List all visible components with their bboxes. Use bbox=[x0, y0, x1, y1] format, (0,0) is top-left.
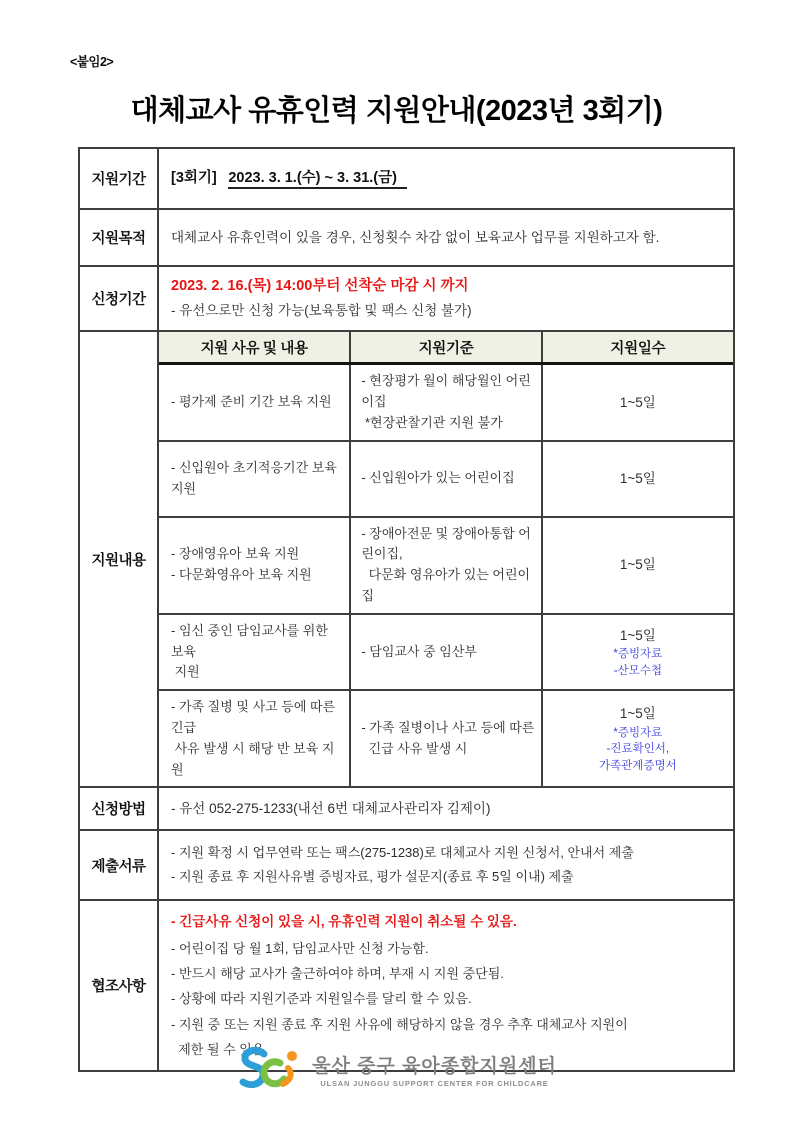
apply-period-cell bbox=[158, 266, 734, 331]
apply-note: - 유선으로만 신청 가능(보육통합 및 팩스 신청 불가) bbox=[171, 303, 472, 319]
cooperation-line: - 상황에 따라 지원기준과 지원일수를 달리 할 수 있음. bbox=[171, 991, 472, 1007]
table-row-content bbox=[79, 331, 734, 788]
documents-cell bbox=[158, 830, 734, 900]
reason-cell bbox=[159, 364, 350, 441]
cooperation-warning: - 긴급사유 신청이 있을 시, 유휴인력 지원이 취소될 수 있음. bbox=[171, 914, 517, 930]
support-content-table bbox=[159, 332, 733, 787]
inner-row-pregnancy bbox=[159, 614, 733, 690]
days-value: 1~5일 bbox=[619, 470, 656, 486]
row-label-method: 신청방법 bbox=[79, 787, 158, 830]
center-logo-icon bbox=[236, 1044, 304, 1094]
days-value: 1~5일 bbox=[619, 557, 656, 573]
info-table bbox=[78, 147, 735, 1072]
reason-line: - 장애영유아 보육 지원 bbox=[171, 546, 300, 562]
evidence-line: -진료확인서, bbox=[606, 743, 670, 756]
days-value: 1~5일 bbox=[619, 627, 656, 643]
row-label-cooperation: 협조사항 bbox=[79, 900, 158, 1071]
criteria-line: - 신입원아가 있는 어린이집 bbox=[361, 470, 515, 486]
footer-org-korean: 울산 중구 육아종합지원센터 bbox=[312, 1055, 557, 1077]
purpose-cell: 대체교사 유휴인력이 있을 경우, 신청횟수 차감 없이 보육교사 업무를 지원하고자 함. bbox=[158, 209, 734, 266]
attachment-label: <붙임2> bbox=[70, 55, 114, 69]
days-value: 1~5일 bbox=[619, 394, 656, 410]
evidence-line: *증빙자료 bbox=[613, 726, 663, 739]
row-label-documents: 제출서류 bbox=[79, 830, 158, 900]
cooperation-line: - 지원 중 또는 지원 종료 후 지원 사유에 해당하지 않을 경우 추후 대체교사 지원이 bbox=[171, 1016, 628, 1032]
evidence-line: *증빙자료 bbox=[613, 648, 663, 661]
criteria-line: 다문화 영유아가 있는 어린이집 bbox=[361, 567, 531, 604]
method-cell: - 유선 052-275-1233(내선 6번 대체교사관리자 김제이) bbox=[158, 787, 734, 830]
days-cell bbox=[542, 517, 733, 614]
days-cell bbox=[542, 364, 733, 441]
cooperation-line: 제한 될 수 있음. bbox=[171, 1042, 269, 1058]
criteria-cell bbox=[350, 441, 541, 517]
days-value: 1~5일 bbox=[619, 706, 656, 722]
days-cell bbox=[542, 690, 733, 786]
reason-line: 지원 bbox=[171, 664, 200, 680]
criteria-line: 긴급 사유 발생 시 bbox=[361, 740, 468, 756]
spacer bbox=[221, 170, 225, 186]
col-header-criteria: 지원기준 bbox=[350, 332, 541, 364]
criteria-line: - 가족 질병이나 사고 등에 따른 bbox=[361, 720, 535, 736]
criteria-cell bbox=[350, 364, 541, 441]
inner-row-evaluation bbox=[159, 364, 733, 441]
table-row-method bbox=[79, 787, 734, 830]
footer-org-english: ULSAN JUNGGU SUPPORT CENTER FOR CHILDCARE bbox=[320, 1078, 549, 1088]
period-date: 2023. 3. 1.(수) ~ 3. 31.(금) bbox=[228, 170, 407, 189]
cooperation-line: - 반드시 해당 교사가 출근하여야 하며, 부재 시 지원 중단됨. bbox=[171, 966, 504, 982]
table-row-documents bbox=[79, 830, 734, 900]
period-cell bbox=[158, 148, 734, 209]
inner-header-row bbox=[159, 332, 733, 364]
table-row-purpose bbox=[79, 209, 734, 266]
criteria-line: *현장관찰기관 지원 불가 bbox=[361, 414, 503, 430]
reason-line: - 가족 질병 및 사고 등에 따른 긴급 bbox=[171, 699, 339, 736]
table-row-apply-period bbox=[79, 266, 734, 331]
inner-row-disability bbox=[159, 517, 733, 614]
table-row-period bbox=[79, 148, 734, 209]
reason-line: - 신입원아 초기적응기간 보육 지원 bbox=[171, 459, 341, 496]
content-cell bbox=[158, 331, 734, 788]
col-header-days: 지원일수 bbox=[542, 332, 733, 364]
row-label-period: 지원기간 bbox=[79, 148, 158, 209]
row-label-purpose: 지원목적 bbox=[79, 209, 158, 266]
reason-cell bbox=[159, 690, 350, 786]
criteria-line: - 현장평가 월이 해당월인 어린이집 bbox=[361, 373, 531, 410]
evidence-line: -산모수첩 bbox=[613, 664, 662, 677]
footer bbox=[0, 1044, 793, 1094]
reason-cell bbox=[159, 441, 350, 517]
documents-line: - 지원 종료 후 지원사유별 증빙자료, 평가 설문지(종료 후 5일 이내) 제출 bbox=[171, 869, 574, 885]
reason-line: - 평가제 준비 기간 보육 지원 bbox=[171, 394, 332, 410]
criteria-line: - 담임교사 중 임산부 bbox=[361, 643, 477, 659]
row-label-content: 지원내용 bbox=[79, 331, 158, 788]
reason-cell bbox=[159, 614, 350, 690]
cooperation-line: - 어린이집 당 월 1회, 담임교사만 신청 가능함. bbox=[171, 940, 429, 956]
days-cell bbox=[542, 614, 733, 690]
inner-row-family-emergency bbox=[159, 690, 733, 786]
reason-line: 사유 발생 시 해당 반 보육 지원 bbox=[171, 740, 335, 777]
criteria-line: - 장애아전문 및 장애아통합 어린이집, bbox=[361, 525, 531, 562]
page-title: 대체교사 유휴인력 지원안내(2023년 3회기) bbox=[130, 95, 663, 127]
inner-row-new-child bbox=[159, 441, 733, 517]
apply-deadline: 2023. 2. 16.(목) 14:00부터 선착순 마감 시 까지 bbox=[171, 278, 469, 294]
footer-org bbox=[312, 1051, 557, 1088]
evidence-line: 가족관계증명서 bbox=[598, 759, 677, 772]
reason-cell bbox=[159, 517, 350, 614]
documents-line: - 지원 확정 시 업무연락 또는 팩스(275-1238)로 대체교사 지원 신청서, 안내서 제출 bbox=[171, 845, 634, 861]
col-header-reason: 지원 사유 및 내용 bbox=[159, 332, 350, 364]
reason-line: - 임신 중인 담임교사를 위한 보육 bbox=[171, 622, 332, 659]
row-label-apply-period: 신청기간 bbox=[79, 266, 158, 331]
days-cell bbox=[542, 441, 733, 517]
reason-line: - 다문화영유아 보육 지원 bbox=[171, 567, 312, 583]
criteria-cell bbox=[350, 614, 541, 690]
criteria-cell bbox=[350, 690, 541, 786]
period-prefix: [3회기] bbox=[171, 169, 217, 186]
criteria-cell bbox=[350, 517, 541, 614]
